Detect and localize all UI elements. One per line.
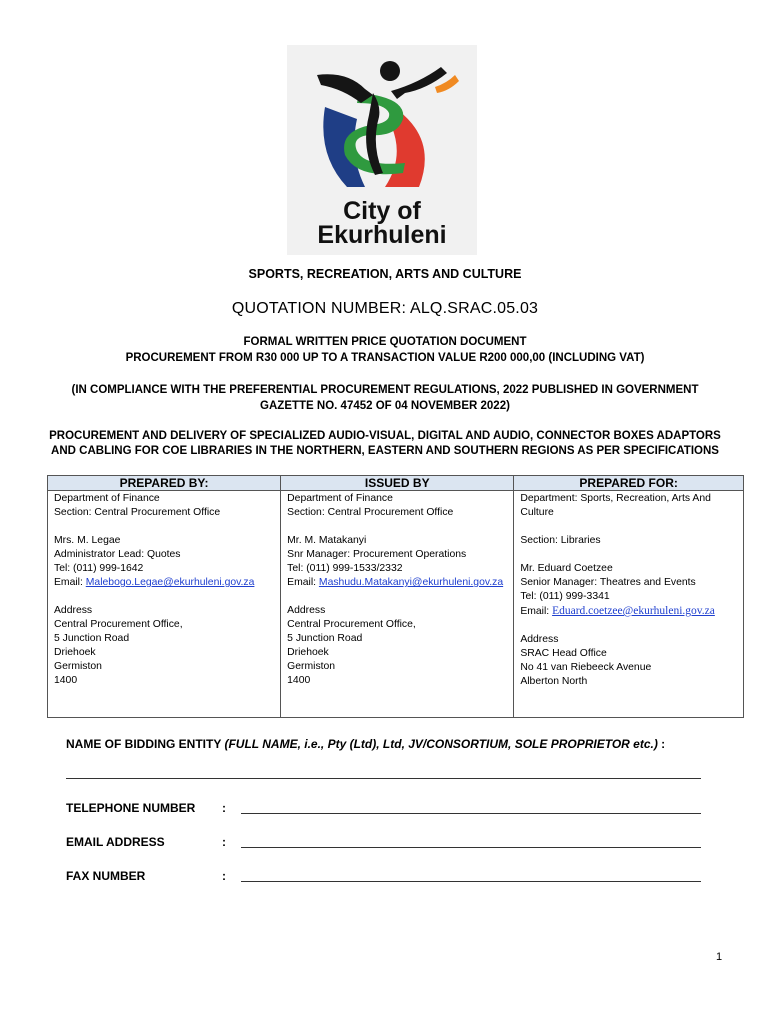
department-title: SPORTS, RECREATION, ARTS AND CULTURE <box>248 267 522 281</box>
telephone-colon: : <box>222 801 226 815</box>
issued-by-address-line: Germiston <box>287 661 336 672</box>
prepared-for-email-row <box>520 604 737 619</box>
issued-by-address-label: Address <box>287 605 326 616</box>
prepared-by-address-line: Driehoek <box>54 647 96 658</box>
email-label: EMAIL ADDRESS <box>66 835 165 849</box>
fax-colon: : <box>222 869 226 883</box>
compliance-line2: GAZETTE NO. 47452 OF 04 NOVEMBER 2022) <box>260 400 510 412</box>
prepared-for-title: Senior Manager: Theatres and Events <box>520 577 696 588</box>
email-input-line[interactable] <box>241 847 701 848</box>
procurement-line1: PROCUREMENT AND DELIVERY OF SPECIALIZED AUDIO-VISUAL, DIGITAL AND AUDIO, CONNECTOR BOXES ADAPTORS <box>49 430 721 442</box>
bidding-entity-label <box>66 737 665 751</box>
prepared-by-address-line: 1400 <box>54 675 78 686</box>
prepared-by-name: Mrs. M. Legae <box>54 535 121 546</box>
prepared-by-title: Administrator Lead: Quotes <box>54 549 181 560</box>
bidding-entity-title: NAME OF BIDDING ENTITY <box>66 737 222 751</box>
prepared-for-tel: Tel: (011) 999-3341 <box>520 591 610 602</box>
prepared-for-address-line: No 41 van Riebeeck Avenue <box>520 662 652 673</box>
issued-by-email-link[interactable]: Mashudu.Matakanyi@ekurhuleni.gov.za <box>318 577 504 588</box>
prepared-by-email-row <box>54 576 274 590</box>
issued-by-dept: Department of Finance <box>287 493 393 504</box>
page-number: 1 <box>716 951 723 963</box>
city-logo <box>287 45 477 255</box>
prepared-for-address-line: Alberton North <box>520 676 588 687</box>
email-colon: : <box>222 835 226 849</box>
header-prepared-by: PREPARED BY: <box>48 476 281 491</box>
formal-line2: PROCUREMENT FROM R30 000 UP TO A TRANSACTION VALUE R200 000,00 (INCLUDING VAT) <box>125 352 645 364</box>
issued-by-tel: Tel: (011) 999-1533/2332 <box>287 563 403 574</box>
prepared-for-section: Section: Libraries <box>520 535 601 546</box>
issued-by-name: Mr. M. Matakanyi <box>287 535 367 546</box>
bidding-entity-input-line[interactable] <box>66 778 701 779</box>
issued-by-address-line: Central Procurement Office, <box>287 619 416 630</box>
quotation-number: QUOTATION NUMBER: ALQ.SRAC.05.03 <box>231 300 539 317</box>
prepared-by-cell <box>48 491 281 718</box>
logo-text-line2: Ekurhuleni <box>317 221 447 249</box>
prepared-by-section: Section: Central Procurement Office <box>54 507 221 518</box>
telephone-label: TELEPHONE NUMBER <box>66 801 196 815</box>
prepared-for-email-link[interactable]: Eduard.coetzee@ekurhuleni.gov.za <box>552 605 715 617</box>
issued-by-title: Snr Manager: Procurement Operations <box>287 549 467 560</box>
header-prepared-for: PREPARED FOR: <box>514 476 744 491</box>
prepared-for-name: Mr. Eduard Coetzee <box>520 563 613 574</box>
bidding-entity-note: (FULL NAME, i.e., Pty (Ltd), Ltd, JV/CONSORTIUM, SOLE PROPRIETOR etc.) <box>224 737 658 751</box>
prepared-for-dept-cont: Culture <box>520 507 554 518</box>
issued-by-email-row <box>287 576 507 590</box>
prepared-by-address-line: Central Procurement Office, <box>54 619 183 630</box>
issued-by-address-line: Driehoek <box>287 647 329 658</box>
header-issued-by: ISSUED BY <box>281 476 514 491</box>
prepared-by-address-line: Germiston <box>54 661 102 672</box>
prepared-for-cell <box>514 491 744 718</box>
issued-by-address-line: 5 Junction Road <box>287 633 363 644</box>
prepared-for-email-label: Email: <box>520 606 553 617</box>
contact-table <box>47 475 744 718</box>
prepared-by-email-link[interactable]: Malebogo.Legae@ekurhuleni.gov.za <box>85 577 255 588</box>
issued-by-address-line: 1400 <box>287 675 311 686</box>
logo-head-shape <box>380 61 400 81</box>
fax-label: FAX NUMBER <box>66 869 146 883</box>
compliance-line1: (IN COMPLIANCE WITH THE PREFERENTIAL PROCUREMENT REGULATIONS, 2022 PUBLISHED IN GOVERNMENT <box>71 384 699 396</box>
prepared-by-email-label: Email: <box>54 577 86 588</box>
procurement-line2: AND CABLING FOR COE LIBRARIES IN THE NORTHERN, EASTERN AND SOUTHERN REGIONS AS PER SPECIFICATIONS <box>51 445 719 457</box>
prepared-for-address-label: Address <box>520 634 559 645</box>
prepared-by-address-line: 5 Junction Road <box>54 633 130 644</box>
fax-input-line[interactable] <box>241 881 701 882</box>
telephone-input-line[interactable] <box>241 813 701 814</box>
issued-by-email-label: Email: <box>287 577 319 588</box>
prepared-by-tel: Tel: (011) 999-1642 <box>54 563 144 574</box>
prepared-by-dept: Department of Finance <box>54 493 160 504</box>
issued-by-section: Section: Central Procurement Office <box>287 507 454 518</box>
logo-emblem-icon <box>287 45 477 195</box>
bidding-entity-colon: : <box>661 737 666 751</box>
prepared-by-address-label: Address <box>54 605 93 616</box>
issued-by-cell <box>281 491 514 718</box>
formal-line1: FORMAL WRITTEN PRICE QUOTATION DOCUMENT <box>243 336 527 348</box>
logo-arm-left-shape <box>317 74 373 103</box>
logo-text-line1: City of <box>343 197 421 225</box>
prepared-for-dept: Department: Sports, Recreation, Arts And <box>520 493 711 504</box>
prepared-for-address-line: SRAC Head Office <box>520 648 607 659</box>
